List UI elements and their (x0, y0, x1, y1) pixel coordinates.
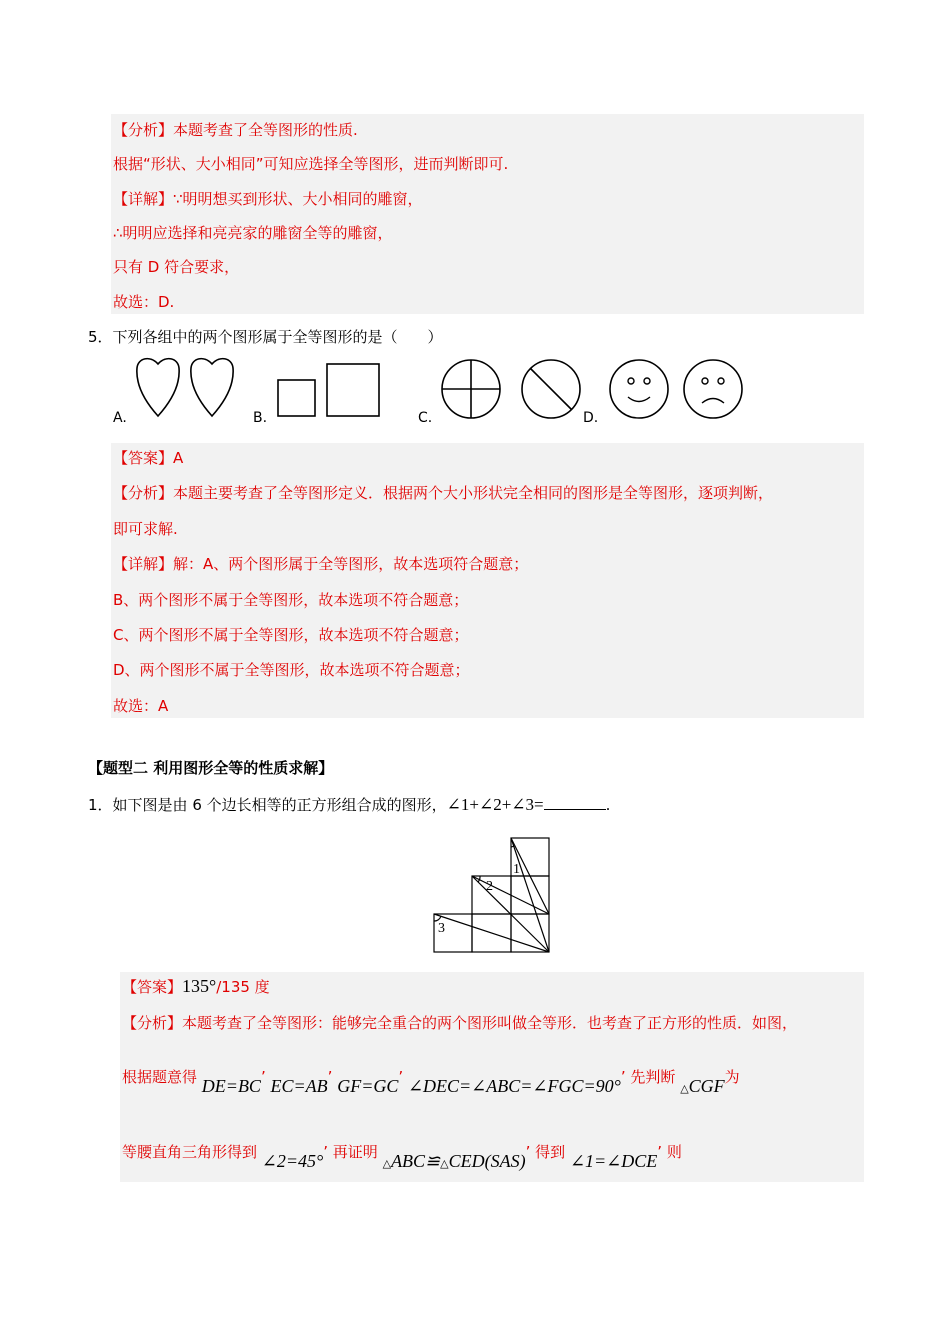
question-5-stem: 5．下列各组中的两个图形属于全等图形的是（ ） (88, 328, 443, 346)
solution-box-q4 (111, 114, 864, 314)
detail-line-3: ∴明明应选择和亮亮家的雕窗全等的雕窗， (113, 224, 393, 242)
analysis-line: 【分析】本题主要考查了全等图形定义．根据两个大小形状完全相同的图形是全等图形，逐项判断， (113, 484, 774, 502)
option-a-hearts (134, 356, 238, 420)
option-d-faces (606, 358, 746, 420)
detail-line: 【详解】∵明明想买到形状、大小相同的雕窗， (113, 190, 423, 208)
detail-line-5: 故选：D. (113, 293, 175, 311)
detail-line-d: D、两个图形不属于全等图形，故本选项不符合题意； (113, 661, 470, 679)
analysis-line-cont: 即可求解. (113, 520, 178, 538)
option-c-label: C. (418, 410, 433, 426)
detail-line-c: C、两个图形不属于全等图形，故本选项不符合题意； (113, 626, 469, 644)
analysis-line-4: 等腰直角三角形得到 ∠2=45°’ 再证明 △ABC≌△CED(SAS)’ 得到 ∠1=∠DCE’ 则 (122, 1143, 682, 1171)
answer-line: 【答案】135°/135 度 (122, 976, 270, 996)
answer-blank (544, 795, 606, 810)
angle-3-label: 3 (438, 921, 445, 936)
detail-line: 【详解】解：A、两个图形属于全等图形，故本选项符合题意； (113, 555, 529, 573)
answer-line: 【答案】A (113, 449, 184, 467)
six-squares-figure (433, 837, 551, 953)
analysis-line: 【分析】本题考查了全等图形的性质. (113, 121, 358, 139)
section-heading: 【题型二 利用图形全等的性质求解】 (88, 759, 334, 777)
question-1-stem: 1．如下图是由 6 个边长相等的正方形组合成的图形，∠1+∠2+∠3= . (88, 795, 611, 814)
analysis-line-3: 根据题意得 DE=BC’ EC=AB’ GF=GC’ ∠DEC=∠ABC=∠FGC=90°’ 先判断 △CGF为 (122, 1068, 740, 1096)
option-c-circles (440, 358, 585, 420)
detail-line-4: 只有 D 符合要求， (113, 258, 240, 276)
option-d-label: D. (583, 410, 599, 426)
detail-line-end: 故选：A (113, 697, 169, 715)
angle-2-label: 2 (486, 879, 493, 894)
option-a-label: A. (113, 410, 127, 426)
option-b-label: B. (253, 410, 268, 426)
analysis-line: 【分析】本题考查了全等图形：能够完全重合的两个图形叫做全等形．也考查了正方形的性质．如图， (122, 1014, 798, 1032)
option-b-squares (275, 362, 383, 418)
detail-line-b: B、两个图形不属于全等图形，故本选项不符合题意； (113, 591, 469, 609)
analysis-line-2: 根据“形状、大小相同”可知应选择全等图形，进而判断即可. (113, 155, 509, 173)
angle-1-label: 1 (513, 862, 520, 877)
